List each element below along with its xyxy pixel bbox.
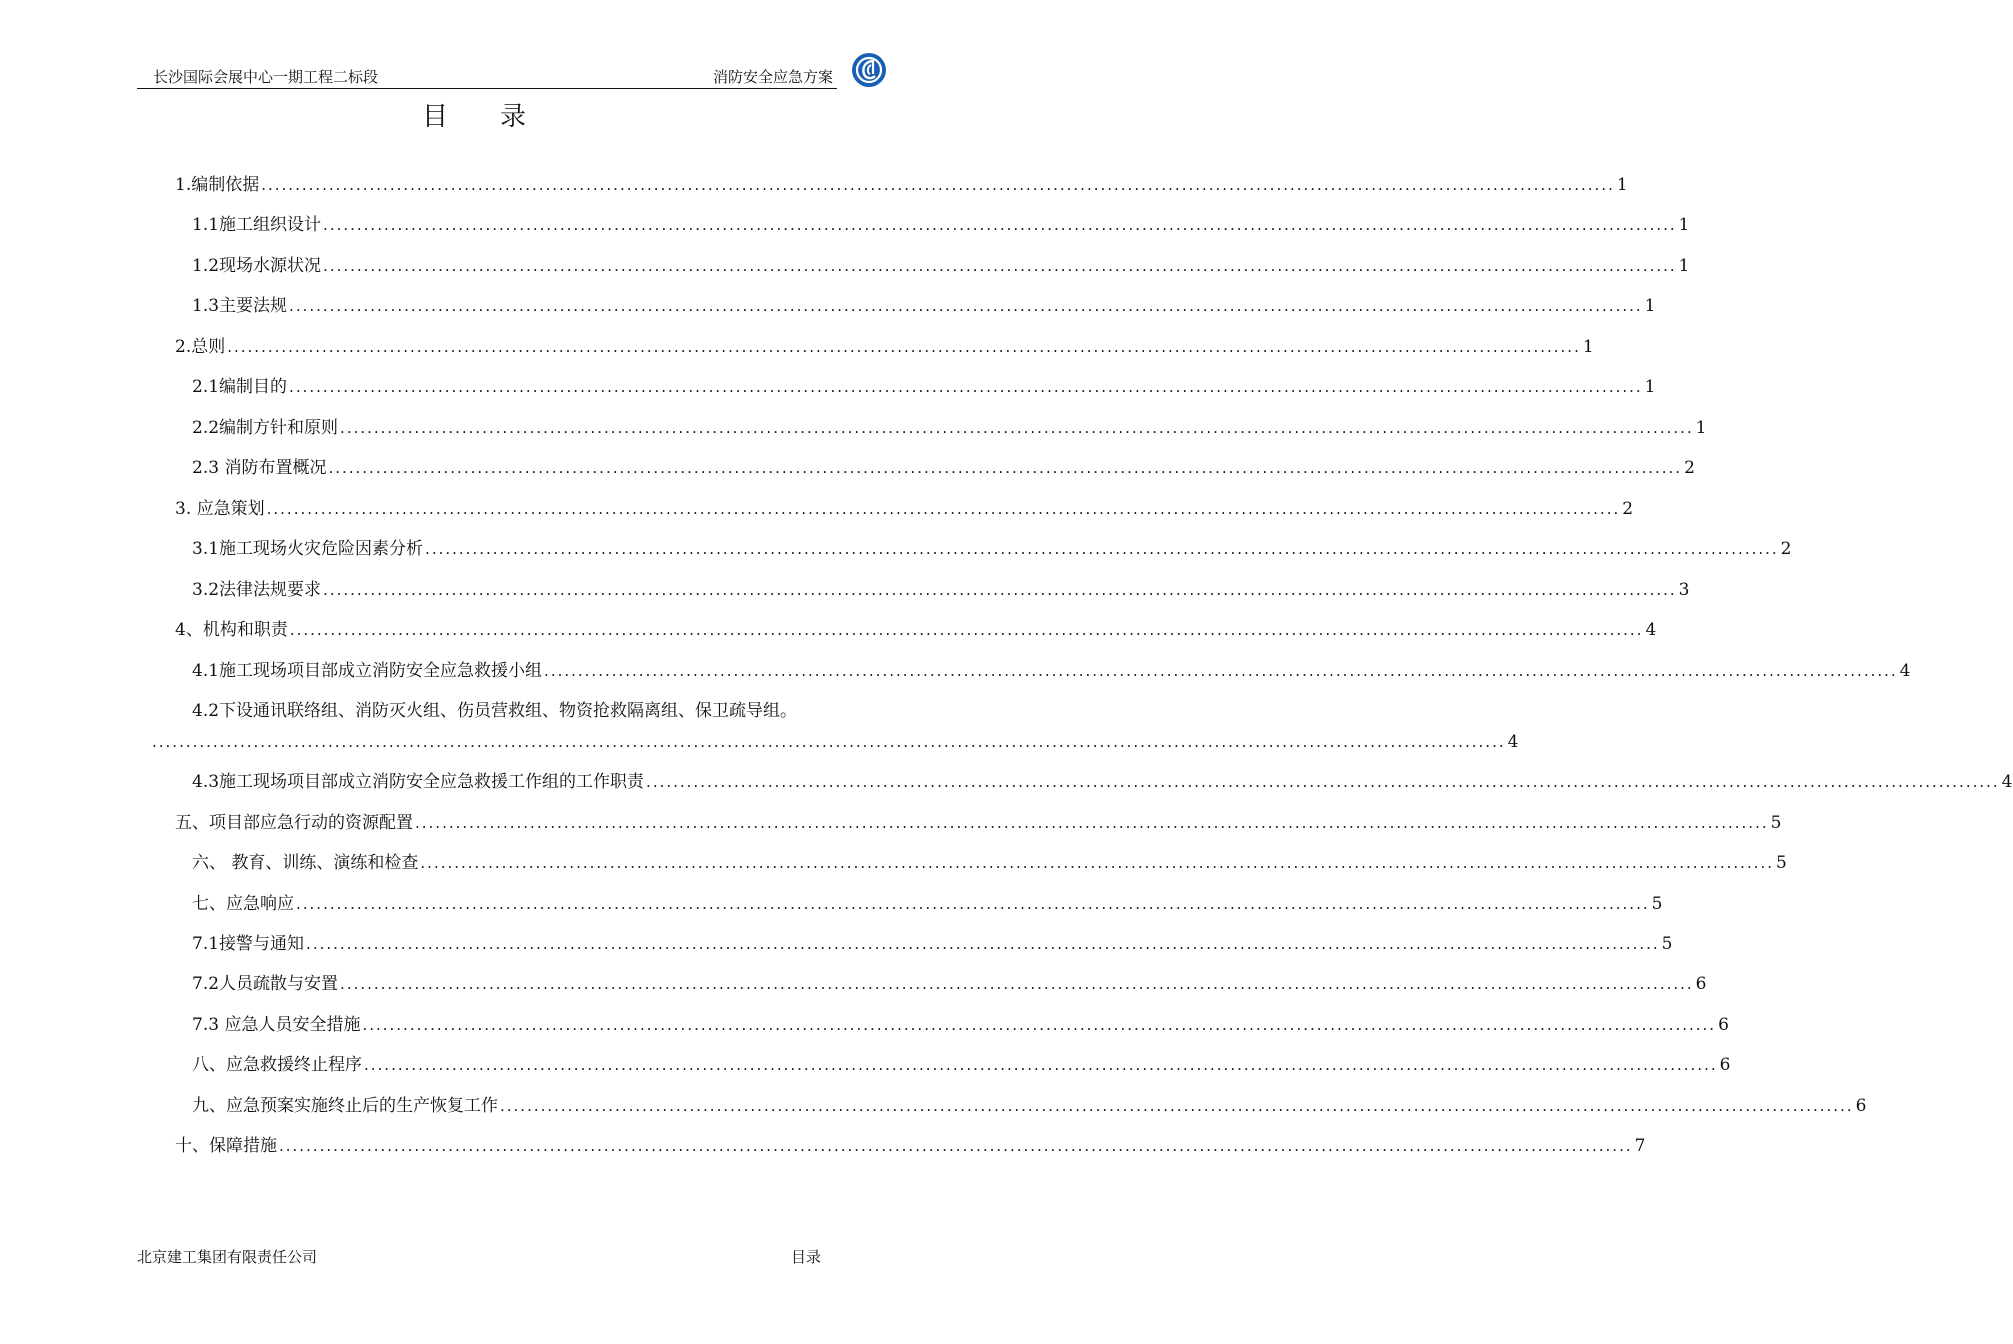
toc-entry-label: 3.1施工现场火灾危险因素分析 [192,539,424,559]
toc-entry[interactable] [192,456,1695,480]
toc-entry-page: 2 [1780,539,1792,559]
toc-entry[interactable] [175,335,1594,359]
toc-entry-page: 6 [1718,1015,1729,1035]
toc-entry[interactable] [192,1013,1729,1037]
toc-entry-page: 2 [1622,499,1634,519]
dot-leader: ........................................................................................................................................................................................................ [323,216,1677,234]
toc-entry-label: 3.2法律法规要求 [192,580,322,600]
toc-entry-page: 1 [1695,418,1707,438]
toc-entry-label: 五、项目部应急行动的资源配置 [175,813,413,833]
toc-entry-label: 4、机构和职责 [175,620,288,640]
toc-entry-wrapped-leader[interactable] [152,730,1519,754]
toc-entry-page: 1 [1678,215,1690,235]
toc-entry-page: 5 [1651,894,1663,914]
toc-entry[interactable] [192,213,1690,237]
toc-entry-label: 2.3 消防布置概况 [192,458,327,478]
toc-entry[interactable] [192,770,2013,794]
toc-entry-page: 4 [1645,620,1657,640]
toc-entry[interactable] [175,618,1657,642]
toc-entry-page: 7 [1634,1136,1646,1156]
toc-entry-label: 1.编制依据 [175,175,260,195]
toc-entry-page: 3 [1678,580,1690,600]
dot-leader: ........................................................................................................................................................................................................ [279,1137,1633,1155]
toc-entry-label: 九、应急预案实施终止后的生产恢复工作 [192,1096,498,1116]
dot-leader: ........................................................................................................................................................................................................ [420,854,1775,872]
toc-entry-page: 6 [1855,1096,1867,1116]
title-char-1: 目 [421,102,450,132]
dot-leader: ........................................................................................................................................................................................................ [364,1056,1718,1074]
toc-entry[interactable] [192,294,1656,318]
toc-entry-page: 5 [1770,813,1782,833]
toc-entry-label: 2.1编制目的 [192,377,288,397]
toc-entry[interactable] [175,1134,1646,1158]
dot-leader: ........................................................................................................................................................................................................ [544,662,1898,680]
toc-entry-wrapped-label[interactable]: 4.2下设通讯联络组、消防灭火组、伤员营救组、物资抢救隔离组、保卫疏导组。 [192,701,798,721]
toc-entry-page: 1 [1678,256,1690,276]
toc-entry-page: 5 [1776,853,1787,873]
toc-entry[interactable] [175,173,1628,197]
footer-section: 目录 [791,1248,822,1266]
dot-leader: ........................................................................................................................................................................................................ [227,338,1581,356]
toc-entry-page: 1 [1644,377,1656,397]
dot-leader: ........................................................................................................................................................................................................ [415,814,1769,832]
toc-entry[interactable] [192,254,1690,278]
footer-company: 北京建工集团有限责任公司 [137,1248,318,1266]
toc-entry[interactable] [192,892,1663,916]
toc-entry[interactable] [192,578,1690,602]
toc-entry-label: 六、 教育、训练、演练和检查 [192,853,419,873]
page-header [137,60,837,89]
toc-entry[interactable] [192,416,1707,440]
page-title [0,96,950,133]
toc-entry-label: 1.3主要法规 [192,296,288,316]
toc-entry[interactable] [192,375,1656,399]
dot-leader: ........................................................................................................................................................................................................ [500,1097,1854,1115]
toc-entry[interactable] [192,1053,1731,1077]
toc-entry-label: 1.2现场水源状况 [192,256,322,276]
dot-leader: ........................................................................................................................................................................................................ [340,975,1694,993]
dot-leader: ........................................................................................................................................................................................................ [340,419,1694,437]
toc-entry-label: 7.2人员疏散与安置 [192,974,339,994]
toc-entry-page: 6 [1719,1055,1731,1075]
document-name: 消防安全应急方案 [712,68,833,86]
toc-entry-label: 十、保障措施 [175,1136,277,1156]
dot-leader: ........................................................................................................................................................................................................ [289,378,1643,396]
company-logo-icon [851,52,887,88]
toc-entry-label: 4.1施工现场项目部成立消防安全应急救援小组 [192,661,543,681]
toc-entry-page: 5 [1661,934,1673,954]
toc-entry[interactable] [175,811,1782,835]
dot-leader: ........................................................................................................................................................................................................ [306,935,1660,953]
toc-entry-page: 1 [1616,175,1628,195]
dot-leader: ........................................................................................................................................................................................................ [425,540,1779,558]
toc-entry-label: 2.2编制方针和原则 [192,418,339,438]
toc-entry-page: 2 [1684,458,1695,478]
toc-entry-page: 1 [1644,296,1656,316]
toc-entry-page: 4 [2001,772,2013,792]
toc-entry[interactable] [192,1094,1867,1118]
toc-entry-page: 4 [1899,661,1911,681]
dot-leader: ........................................................................................................................................................................................................ [362,1016,1717,1034]
dot-leader: ........................................................................................................................................................................................................ [261,176,1615,194]
dot-leader: ........................................................................................................................................................................................................ [646,773,2000,791]
toc-entry-label: 7.1接警与通知 [192,934,305,954]
dot-leader: ........................................................................................................................................................................................................ [266,500,1621,518]
dot-leader: ........................................................................................................................................................................................................ [323,257,1677,275]
toc-entry-page: 1 [1582,337,1594,357]
toc-entry-page: 4 [1507,732,1519,752]
toc-entry-label: 1.1施工组织设计 [192,215,322,235]
toc-entry[interactable] [192,537,1792,561]
toc-entry-label: 七、应急响应 [192,894,294,914]
dot-leader: ........................................................................................................................................................................................................ [289,297,1643,315]
dot-leader: ........................................................................................................................................................................................................ [152,733,1506,751]
toc-entry-label: 4.3施工现场项目部成立消防安全应急救援工作组的工作职责 [192,772,645,792]
dot-leader: ........................................................................................................................................................................................................ [328,459,1683,477]
toc-entry-page: 6 [1695,974,1707,994]
dot-leader: ........................................................................................................................................................................................................ [289,621,1644,639]
toc-entry-label: 八、应急救援终止程序 [192,1055,362,1075]
toc-entry[interactable] [175,497,1634,521]
toc-entry-label: 3. 应急策划 [175,499,265,519]
project-name: 长沙国际会展中心一期工程二标段 [153,68,379,86]
dot-leader: ........................................................................................................................................................................................................ [323,581,1677,599]
title-char-2: 录 [500,102,529,132]
toc-entry-label: 2.总则 [175,337,226,357]
dot-leader: ........................................................................................................................................................................................................ [296,895,1650,913]
toc-entry-label: 7.3 应急人员安全措施 [192,1015,361,1035]
toc-entry[interactable] [192,932,1673,956]
toc-entry[interactable] [192,972,1707,996]
toc-entry[interactable] [192,659,1911,683]
toc-entry[interactable] [192,851,1787,875]
